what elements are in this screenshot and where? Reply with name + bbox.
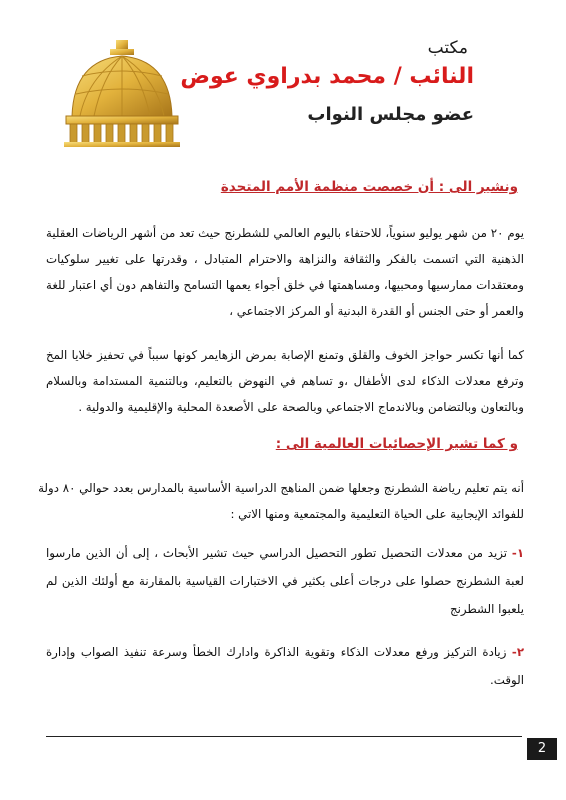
paragraph-line: للفوائد الإيجابية على الحياة التعليمية والمجتمعية ومنها الاتي : xyxy=(230,507,524,521)
list-item-first-line xyxy=(46,644,524,660)
paragraph-line: الذهنية التي اتسمت بالفكر والثقافة والنزاهة والاحترام المتبادل ، وقدرتها على تغيير سلوكيات xyxy=(46,252,524,266)
paragraph-line: ومعتقدات ممارسيها ومحبيها، ومساهمتها في خلق أجواء يعمها التسامح والتفاهم دون أي اعتبار للغة xyxy=(46,278,524,292)
list-item-number: ١- xyxy=(511,546,525,560)
paragraph-line: الوقت. xyxy=(490,673,524,687)
office-label: مكتب xyxy=(427,38,468,58)
footer-divider xyxy=(46,736,522,737)
paragraph-line: والعمر أو حتى الجنس أو القدرة البدنية أو المركز الاجتماعي ، xyxy=(229,304,524,318)
list-item-text: تزيد من معدلات التحصيل تطور التحصيل الدراسي حيث تشير الأبحاث ، إلى أن الذين مارسوا xyxy=(46,546,508,560)
list-item-text: زيادة التركيز ورفع معدلات الذكاء وتقوية الذاكرة وادارك الخطأ وسرعة تنفيذ الصواب وإدارة xyxy=(46,645,507,659)
parliament-dome-icon xyxy=(52,38,192,148)
section-heading-un: ونشير الى : أن خصصت منظمة الأمم المتحدة xyxy=(220,179,518,195)
list-item-first-line xyxy=(46,545,524,561)
paragraph-line: كما أنها تكسر حواجز الخوف والقلق وتمنع الإصابة بمرض الزهايمر كونها سبباً في تحفيز خلايا المخ xyxy=(46,348,524,362)
section-heading-stats: و كما تشير الإحصائيات العالمية الى : xyxy=(275,436,518,452)
mp-name: النائب / محمد بدراوي عوض xyxy=(180,64,474,89)
paragraph-line: يوم ٢٠ من شهر يوليو سنوياً، للاحتفاء باليوم العالمي للشطرنج حيث تعد من أشهر الرياضات العقلية xyxy=(46,226,525,240)
paragraph-line: وبالتعاون وبالتضامن وبالاندماج الاجتماعي وبالصحة على الأصعدة المحلية والإقليمية والدولية . xyxy=(78,400,524,414)
paragraph-line: لعبة الشطرنج حصلوا على درجات أعلى بكثير في الاختبارات القياسية بالمقارنة مع أولئك الذين لم xyxy=(46,574,524,588)
mp-role: عضو مجلس النواب xyxy=(307,104,474,125)
paragraph-line: يلعبوا الشطرنج xyxy=(449,602,524,616)
page-number: 2 xyxy=(527,738,557,760)
paragraph-line: أنه يتم تعليم رياضة الشطرنج وجعلها ضمن المناهج الدراسية الأساسية بالمدارس بعدد حوالي ٨٠ دولة xyxy=(38,481,524,495)
list-item-number: ٢- xyxy=(511,645,525,659)
paragraph-line: وترفع معدلات الذكاء لدى الأطفال ،و تساهم في النهوض بالتعليم، وبالتنمية المستدامة وبالسلام xyxy=(46,374,524,388)
